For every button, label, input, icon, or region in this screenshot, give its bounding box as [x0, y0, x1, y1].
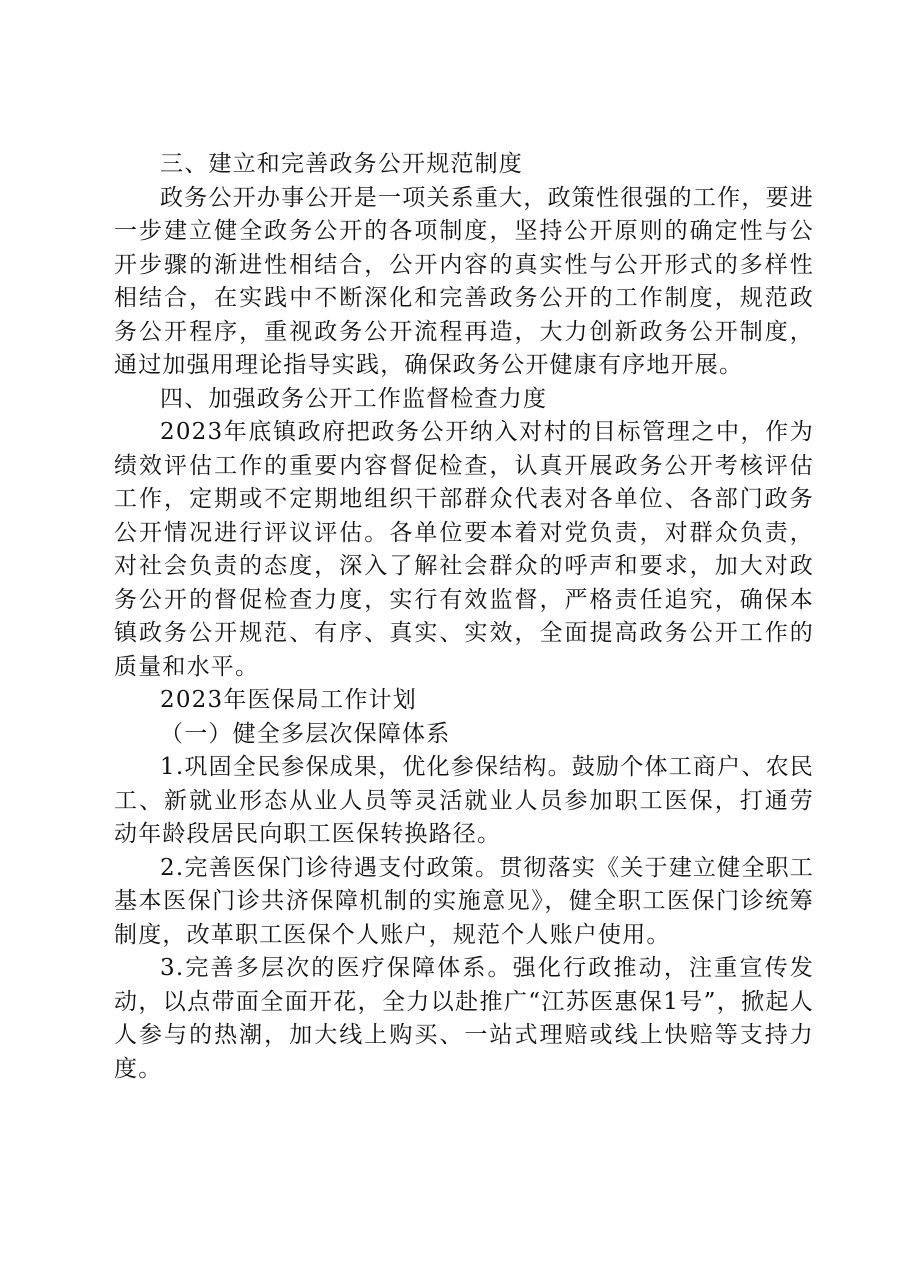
list-item: 2.完善医保门诊待遇支付政策。贯彻落实《关于建立健全职工基本医保门诊共济保障机制的实施意见》，健全职工医保门诊统筹制度，改革职工医保个人账户，规范个人账户使用。	[114, 854, 814, 948]
paragraph: 政务公开办事公开是一项关系重大，政策性很强的工作，要进一步建立健全政务公开的各项制度，坚持公开原则的确定性与公开步骤的渐进性相结合，公开内容的真实性与公开形式的多样性相结合，在实践中不断深化和完善政务公开的工作制度，规范政务公开程序，重视政务公开流程再造，大力创新政务公开制度，通过加强用理论指导实践，确保政务公开健康有序地开展。	[114, 184, 814, 378]
section-heading-3: 三、建立和完善政务公开规范制度	[160, 151, 523, 177]
document-body	[114, 148, 814, 1086]
section-heading-4: 四、加强政务公开工作监督检查力度	[160, 385, 548, 412]
subsection-heading: （一）健全多层次保障体系	[160, 720, 451, 747]
paragraph: 2023年底镇政府把政务公开纳入对村的目标管理之中，作为绩效评估工作的重要内容督促检查，认真开展政务公开考核评估工作，定期或不定期地组织干部群众代表对各单位、各部门政务公开情况进行评议评估。各单位要本着对党负责，对群众负责，对社会负责的态度，深入了解社会群众的呼声和要求，加大对政务公开的督促检查力度，实行有效监督，严格责任追究，确保本镇政务公开规范、有序、真实、实效，全面提高政务公开工作的质量和水平。	[114, 419, 814, 680]
list-item: 3.完善多层次的医疗保障体系。强化行政推动，注重宣传发动，以点带面全面开花，全力以赴推广“江苏医惠保1号”，掀起人人参与的热潮，加大线上购买、一站式理赔或线上快赔等支持力度。	[114, 955, 814, 1082]
list-item: 1.巩固全民参保成果，优化参保结构。鼓励个体工商户、农民工、新就业形态从业人员等灵活就业人员参加职工医保，打通劳动年龄段居民向职工医保转换路径。	[114, 754, 814, 847]
document-title: 2023年医保局工作计划	[160, 687, 417, 713]
